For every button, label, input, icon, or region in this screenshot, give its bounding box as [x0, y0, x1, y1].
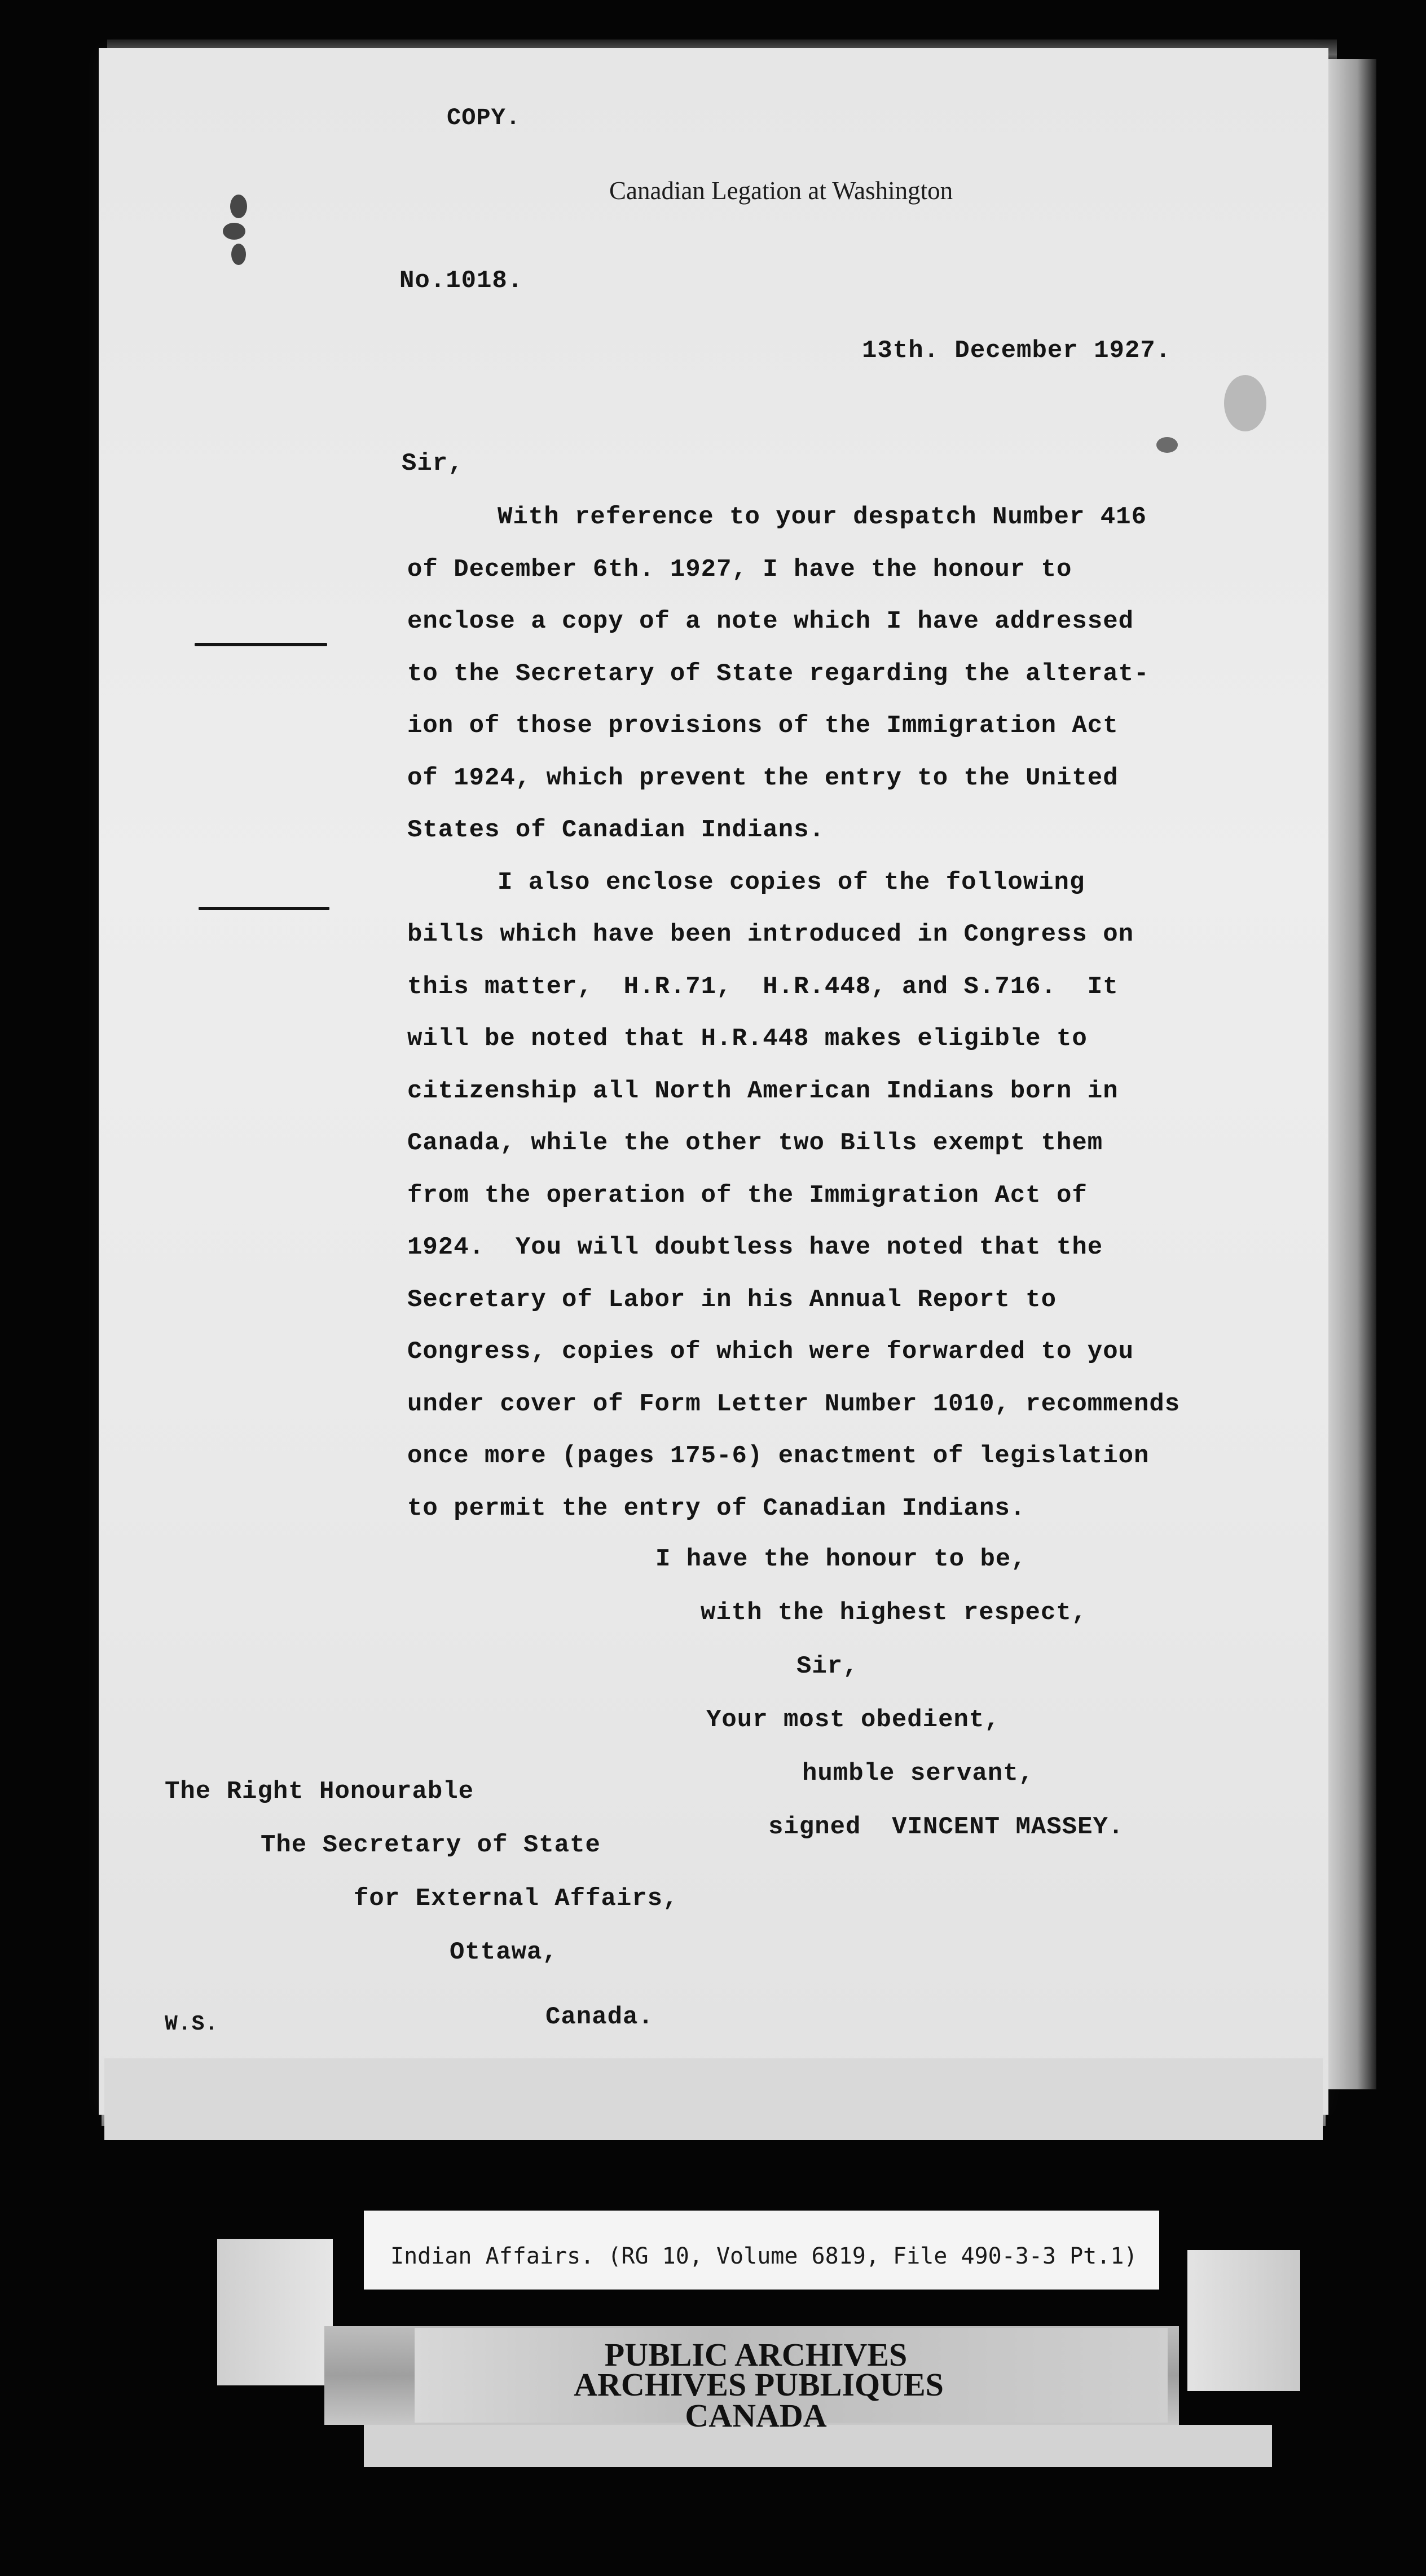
- copy-label: COPY.: [447, 104, 521, 131]
- closing-line-2: with the highest respect,: [701, 1599, 1088, 1627]
- letterhead: Canadian Legation at Washington: [609, 177, 953, 205]
- film-tab-left: [217, 2239, 333, 2385]
- addressee-line-3: for External Affairs,: [354, 1885, 679, 1913]
- body-line-14: from the operation of the Immigration Act of: [407, 1181, 1088, 1210]
- body-line-1: With reference to your despatch Number 416: [498, 503, 1147, 531]
- body-line-12: citizenship all North American Indians born in: [407, 1077, 1119, 1105]
- body-line-4: to the Secretary of State regarding the alterat-: [407, 660, 1150, 688]
- signature-line: signed VINCENT MASSEY.: [768, 1813, 1124, 1841]
- ink-mark-top-left-3: [231, 244, 246, 265]
- paper-right-edge: [1328, 59, 1376, 2089]
- salutation: Sir,: [402, 449, 464, 478]
- corner-smudge-right: [1224, 375, 1266, 431]
- ink-mark-top-left: [230, 195, 247, 218]
- archive-stamp-line-2: ARCHIVES PUBLIQUES: [574, 2366, 944, 2403]
- closing-line-4: Your most obedient,: [706, 1706, 1000, 1734]
- addressee-line-1: The Right Honourable: [165, 1777, 474, 1806]
- margin-mark-enclosure-2: [199, 907, 329, 910]
- body-line-20: to permit the entry of Canadian Indians.: [407, 1494, 1026, 1523]
- paper-bottom-fold: [104, 2058, 1323, 2140]
- archive-stamp-line-3: CANADA: [685, 2397, 827, 2434]
- body-line-19: once more (pages 175-6) enactment of legislation: [407, 1442, 1150, 1470]
- body-line-6: of 1924, which prevent the entry to the United: [407, 764, 1119, 792]
- body-line-9: bills which have been introduced in Congress on: [407, 920, 1134, 949]
- film-tab-right: [1187, 2250, 1300, 2391]
- body-line-17: Congress, copies of which were forwarded to you: [407, 1338, 1134, 1366]
- body-line-15: 1924. You will doubtless have noted that the: [407, 1233, 1103, 1261]
- letter-date: 13th. December 1927.: [862, 337, 1172, 365]
- body-line-5: ion of those provisions of the Immigration Act: [407, 712, 1119, 740]
- body-line-2: of December 6th. 1927, I have the honour to: [407, 555, 1072, 584]
- body-line-11: will be noted that H.R.448 makes eligible to: [407, 1025, 1088, 1053]
- addressee-line-2: The Secretary of State: [261, 1831, 601, 1859]
- initials: W.S.: [165, 2012, 219, 2036]
- body-line-3: enclose a copy of a note which I have addressed: [407, 607, 1134, 636]
- archive-stamp-line-1: PUBLIC ARCHIVES: [604, 2336, 908, 2373]
- margin-mark-enclosure-1: [195, 643, 327, 646]
- body-line-16: Secretary of Labor in his Annual Report to: [407, 1286, 1057, 1314]
- body-line-7: States of Canadian Indians.: [407, 816, 825, 844]
- addressee-line-4: Ottawa,: [450, 1938, 558, 1966]
- closing-line-1: I have the honour to be,: [655, 1545, 1027, 1573]
- addressee-line-5: Canada.: [545, 2003, 654, 2031]
- despatch-number: No.1018.: [399, 267, 523, 295]
- ink-mark-top-left-2: [223, 223, 245, 240]
- body-line-13: Canada, while the other two Bills exempt them: [407, 1129, 1103, 1157]
- closing-line-3: Sir,: [796, 1652, 859, 1680]
- body-line-8: I also enclose copies of the following: [498, 868, 1085, 897]
- dot-smudge-right: [1156, 437, 1178, 453]
- closing-line-5: humble servant,: [802, 1759, 1035, 1788]
- body-line-18: under cover of Form Letter Number 1010, recommends: [407, 1390, 1181, 1418]
- archive-reference: Indian Affairs. (RG 10, Volume 6819, File 490-3-3 Pt.1): [390, 2243, 1138, 2269]
- body-line-10: this matter, H.R.71, H.R.448, and S.716. It: [407, 973, 1119, 1001]
